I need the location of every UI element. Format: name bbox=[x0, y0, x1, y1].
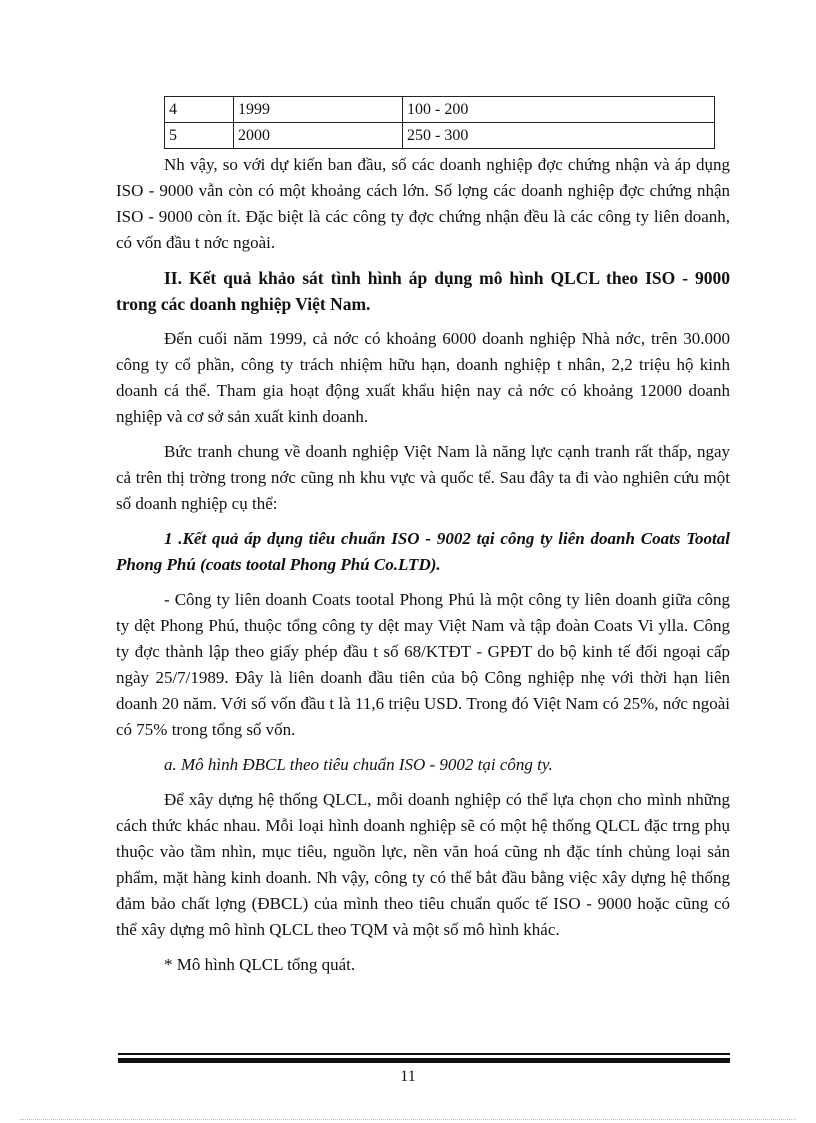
table-cell: 5 bbox=[165, 123, 234, 149]
section-heading: II. Kết quả khảo sát tình hình áp dụng mô hình QLCL theo ISO - 9000 trong các doanh nghiệp Việt Nam. bbox=[116, 268, 730, 314]
data-table bbox=[164, 96, 715, 149]
paragraph: Đến cuối năm 1999, cả nớc có khoảng 6000 doanh nghiệp Nhà nớc, trên 30.000 công ty cổ phần, công ty trách nhiệm hữu hạn, doanh nghiệp t nhân, 2,2 triệu hộ kinh doanh cá thể. Tham gia hoạt động xuất khẩu hiện nay cả nớc có khoảng 12000 doanh nghiệp và cơ sở sản xuất kinh doanh. bbox=[116, 329, 730, 426]
subsection-heading: 1 .Kết quả áp dụng tiêu chuẩn ISO - 9002 tại công ty liên doanh Coats Tootal Phong Phú (coats tootal Phong Phú Co.LTD). bbox=[116, 529, 730, 574]
table-cell: 2000 bbox=[234, 123, 403, 149]
page-edge-divider bbox=[20, 1119, 796, 1120]
table-row bbox=[165, 123, 715, 149]
paragraph: Bức tranh chung về doanh nghiệp Việt Nam là năng lực cạnh tranh rất thấp, ngay cả trên thị trờng trong nớc cũng nh khu vực và quốc tế. Sau đây ta đi vào nghiên cứu một số doanh nghiệp cụ thể: bbox=[116, 442, 730, 513]
table-cell: 4 bbox=[165, 97, 234, 123]
footer-divider bbox=[118, 1053, 730, 1055]
subsection-heading: a. Mô hình ĐBCL theo tiêu chuẩn ISO - 9002 tại công ty. bbox=[164, 755, 553, 774]
paragraph: Nh vậy, so với dự kiến ban đầu, số các doanh nghiệp đợc chứng nhận và áp dụng ISO - 9000 vẫn còn có một khoảng cách lớn. Số lợng các doanh nghiệp đợc chứng nhận ISO - 9000 còn ít. Đặc biệt là các công ty đợc chứng nhận đều là các công ty liên doanh, có vốn đầu t nớc ngoài. bbox=[116, 155, 730, 252]
table-cell: 250 - 300 bbox=[403, 123, 715, 149]
table-cell: 100 - 200 bbox=[403, 97, 715, 123]
paragraph: - Công ty liên doanh Coats tootal Phong Phú là một công ty liên doanh giữa công ty dệt Phong Phú, thuộc tổng công ty dệt may Việt Nam và tập đoàn Coats Vi ylla. Công ty đợc thành lập theo giấy phép đầu t số 68/KTĐT - GPĐT do bộ kinh tế đối ngoại cấp ngày 25/7/1989. Đây là liên doanh đầu tiên của bộ Công nghiệp nhẹ với thời hạn liên doanh 20 năm. Với số vốn đầu t là 11,6 triệu USD. Trong đó Việt Nam có 25%, nớc ngoài có 75% trong tổng số vốn. bbox=[116, 590, 730, 739]
document-body bbox=[116, 96, 730, 978]
paragraph: Để xây dựng hệ thống QLCL, mỗi doanh nghiệp có thể lựa chọn cho mình những cách thức khác nhau. Mỗi loại hình doanh nghiệp sẽ có một hệ thống QLCL đặc trng phụ thuộc vào tầm nhìn, mục tiêu, nguồn lực, nền văn hoá cũng nh đặc tính chủng loại sản phẩm, mặt hàng kinh doanh. Nh vậy, công ty có thể bắt đầu bằng việc xây dựng hệ thống đảm bảo chất lợng (ĐBCL) của mình theo tiêu chuẩn quốc tế ISO - 9000 hoặc cũng có thể xây dựng mô hình QLCL theo TQM và một số mô hình khác. bbox=[116, 790, 730, 939]
paragraph: * Mô hình QLCL tổng quát. bbox=[164, 955, 356, 974]
table-cell: 1999 bbox=[234, 97, 403, 123]
table-row bbox=[165, 97, 715, 123]
page-number: 11 bbox=[400, 1068, 416, 1085]
footer-divider bbox=[118, 1058, 730, 1063]
